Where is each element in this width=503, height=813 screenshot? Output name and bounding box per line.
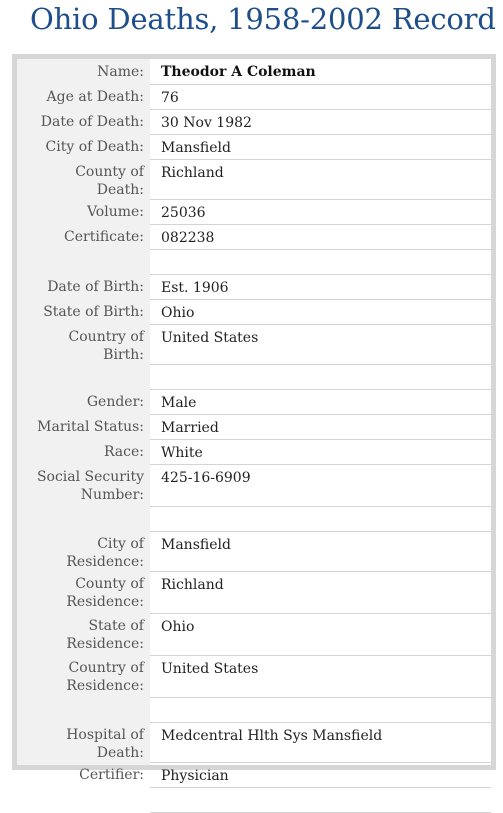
field-label (17, 299, 150, 324)
record-row (17, 324, 491, 364)
field-label (17, 697, 150, 722)
field-label (17, 59, 150, 84)
field-label-text: City of Residence: (66, 536, 144, 570)
record-row (17, 389, 491, 414)
field-label-text: Hospital of Death: (66, 727, 144, 761)
record-row (17, 531, 491, 571)
record-row (17, 199, 491, 224)
field-label-text: Marital Status: (37, 419, 144, 435)
field-label (17, 655, 150, 697)
record-row (17, 109, 491, 134)
record-row (17, 134, 491, 159)
field-label (17, 389, 150, 414)
field-value: White (150, 439, 491, 464)
field-value: Mansfield (150, 134, 491, 159)
field-value: Medcentral Hlth Sys Mansfield (150, 722, 491, 762)
field-label-text: County of Death: (75, 164, 144, 198)
record-row (17, 224, 491, 249)
field-label (17, 364, 150, 389)
field-value: Married (150, 414, 491, 439)
record-spacer-row (17, 697, 491, 722)
record-row (17, 571, 491, 613)
field-value (150, 364, 491, 389)
field-label-text: Volume: (86, 204, 144, 220)
field-value: 76 (150, 84, 491, 109)
field-label (17, 159, 150, 199)
field-label-text: County of Residence: (66, 576, 144, 610)
field-label (17, 224, 150, 249)
record-frame (12, 54, 496, 784)
field-value: Richland (150, 159, 491, 199)
field-value (150, 506, 491, 531)
record-row (17, 762, 491, 787)
field-value: Physician (150, 762, 491, 787)
field-value: Theodor A Coleman (150, 59, 491, 84)
field-label-text: Gender: (86, 394, 144, 410)
field-label-text: Certifier: (79, 767, 144, 783)
field-label (17, 787, 150, 812)
field-value (150, 697, 491, 722)
record-row (17, 299, 491, 324)
record-row (17, 84, 491, 109)
record-spacer-row (17, 787, 491, 812)
record-spacer-row (17, 249, 491, 274)
field-value (150, 787, 491, 812)
field-value: Mansfield (150, 531, 491, 571)
field-label (17, 506, 150, 531)
record-row (17, 464, 491, 506)
record-table (17, 59, 491, 813)
record-spacer-row (17, 506, 491, 531)
field-label (17, 274, 150, 299)
field-label-text: State of Birth: (43, 304, 144, 320)
record-row (17, 439, 491, 464)
field-label (17, 414, 150, 439)
field-label (17, 134, 150, 159)
field-value: Est. 1906 (150, 274, 491, 299)
field-label (17, 613, 150, 655)
field-label-text: Date of Birth: (47, 279, 144, 295)
record-panel (17, 59, 491, 784)
field-label-text: State of Residence: (66, 618, 144, 652)
field-label-text: Social Security Number: (36, 469, 144, 503)
field-label (17, 531, 150, 571)
record-row (17, 414, 491, 439)
field-label (17, 722, 150, 762)
field-value: 30 Nov 1982 (150, 109, 491, 134)
record-row (17, 159, 491, 199)
record-row (17, 613, 491, 655)
field-label-text: Name: (97, 64, 144, 80)
field-value: Ohio (150, 299, 491, 324)
field-value: 082238 (150, 224, 491, 249)
record-row (17, 655, 491, 697)
record-row (17, 722, 491, 762)
field-label (17, 762, 150, 787)
field-value: United States (150, 655, 491, 697)
page-title: Ohio Deaths, 1958-2002 Record (30, 2, 496, 36)
field-value: Richland (150, 571, 491, 613)
field-label (17, 571, 150, 613)
field-label (17, 324, 150, 364)
field-label-text: Country of Residence: (66, 660, 144, 694)
field-label-text: Country of Birth: (68, 329, 144, 363)
field-value: United States (150, 324, 491, 364)
field-label-text: Certificate: (64, 229, 144, 245)
field-label (17, 84, 150, 109)
field-label (17, 249, 150, 274)
field-label-text: Age at Death: (46, 89, 144, 105)
field-value (150, 249, 491, 274)
field-label-text: Date of Death: (40, 114, 144, 130)
record-spacer-row (17, 364, 491, 389)
field-label (17, 199, 150, 224)
field-label-text: Race: (103, 444, 144, 460)
field-value: 425-16-6909 (150, 464, 491, 506)
field-label (17, 464, 150, 506)
field-value: Ohio (150, 613, 491, 655)
field-value: Male (150, 389, 491, 414)
field-label (17, 439, 150, 464)
field-label (17, 109, 150, 134)
field-value: 25036 (150, 199, 491, 224)
field-label-text: City of Death: (45, 139, 144, 155)
record-row (17, 59, 491, 84)
record-row (17, 274, 491, 299)
